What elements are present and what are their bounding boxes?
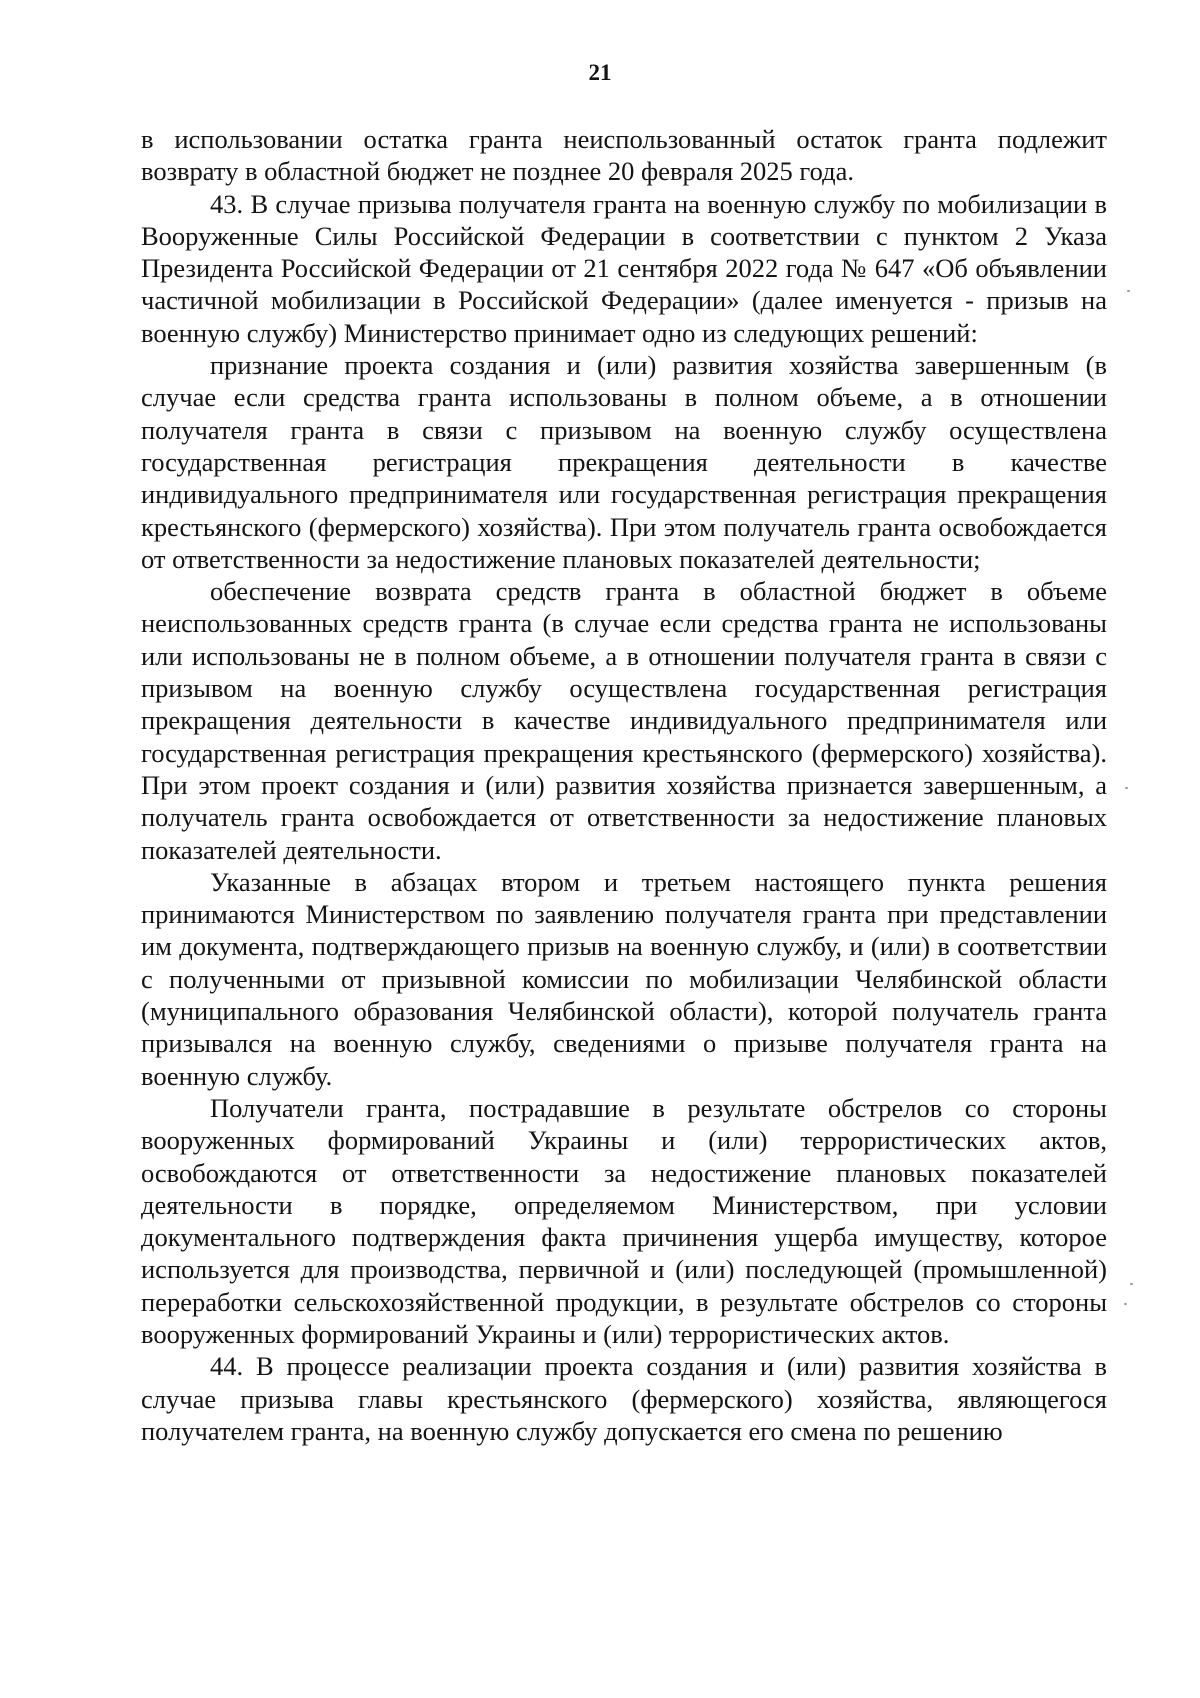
paragraph-decision-completion: признание проекта создания и (или) развития хозяйства завершенным (в случае если средства гранта использованы в полном объеме, а в отношении получателя гранта в связи с призывом на военную службу осуществлена государственная регистрация прекращения деятельности в качестве индивидуального предпринимателя или государственная регистрация прекращения крестьянского (фермерского) хозяйства). При этом получатель гранта освобождается от ответственности за недостижение плановых показателей деятельности; [141, 350, 1107, 574]
paragraph-item-44: 44. В процессе реализации проекта создания и (или) развития хозяйства в случае призыва главы крестьянского (фермерского) хозяйства, являющегося получателем гранта, на военную службу допускается его смена по решению [141, 1351, 1107, 1446]
document-body [141, 123, 1107, 1447]
scan-artifact [1130, 1283, 1133, 1285]
paragraph-decision-refund: обеспечение возврата средств гранта в областной бюджет в объеме неиспользованных средств гранта (в случае если средства гранта не использованы или использованы не в полном объеме, а в отношении получателя гранта в связи с призывом на военную службу осуществлена государственная регистрация прекращения деятельности в качестве индивидуального предпринимателя или государственная регистрация прекращения крестьянского (фермерского) хозяйства). При этом проект создания и (или) развития хозяйства признается завершенным, а получатель гранта освобождается от ответственности за недостижение плановых показателей деятельности. [141, 576, 1107, 865]
paragraph-continuation: в использовании остатка гранта неиспользованный остаток гранта подлежит возврату в областной бюджет не позднее 20 февраля 2025 года. [141, 124, 1107, 187]
paragraph-shelling-exemption: Получатели гранта, пострадавшие в результате обстрелов со стороны вооруженных формирований Украины и (или) террористических актов, освобождаются от ответственности за недостижение плановых показателей деятельности в порядке, определяемом Министерством, при условии документального подтверждения факта причинения ущерба имуществу, которое используется для производства, первичной и (или) последующей (промышленной) переработки сельскохозяйственной продукции, в результате обстрелов со стороны вооруженных формирований Украины и (или) террористических актов. [141, 1092, 1107, 1349]
paragraph-item-43: 43. В случае призыва получателя гранта на военную службу по мобилизации в Вооруженные Силы Российской Федерации в соответствии с пунктом 2 Указа Президента Российской Федерации от 21 сентября 2022 года № 647 «Об объявлении частичной мобилизации в Российской Федерации» (далее именуется - призыв на военную службу) Министерство принимает одно из следующих решений: [141, 188, 1107, 348]
scan-artifact [1124, 1303, 1127, 1305]
scan-artifact [1125, 787, 1128, 789]
scan-artifact [1127, 290, 1130, 292]
paragraph-decision-procedure: Указанные в абзацах втором и третьем настоящего пункта решения принимаются Министерством по заявлению получателя гранта при представлении им документа, подтверждающего призыв на военную службу, и (или) в соответствии с полученными от призывной комиссии по мобилизации Челябинской области (муниципального образования Челябинской области), которой получатель гранта призывался на военную службу, сведениями о призыве получателя гранта на военную службу. [141, 866, 1107, 1091]
page-number: 21 [588, 60, 612, 85]
